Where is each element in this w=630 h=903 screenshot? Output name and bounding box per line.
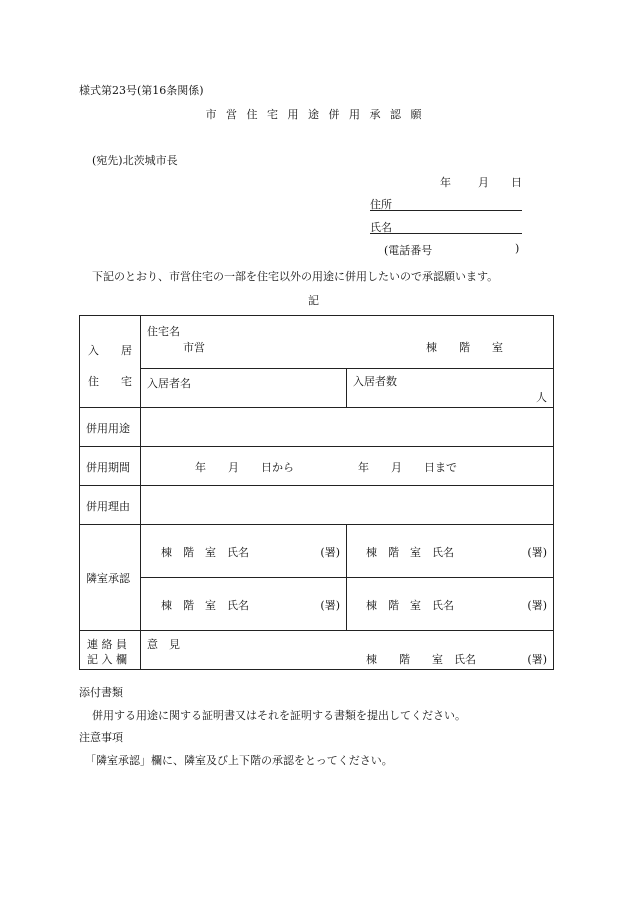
- addressee: (宛先)北茨城市長: [92, 154, 178, 167]
- liaison-sign-label: 棟 階 室 氏名: [366, 653, 476, 666]
- reason-label: 併用理由: [86, 500, 130, 513]
- housing-building-unit: 棟 階 室: [426, 341, 503, 354]
- liaison-label-line1: 連 絡 員: [87, 638, 127, 651]
- seal-mark: (署): [527, 653, 547, 666]
- liaison-label-cell: [80, 631, 141, 670]
- neighbor-sign-4[interactable]: [347, 578, 554, 631]
- period-from: 年 月 日から: [195, 461, 294, 474]
- period-label-cell: [80, 447, 141, 486]
- name-field[interactable]: [370, 219, 522, 234]
- resident-label-line1: 入 居: [88, 344, 132, 357]
- seal-mark: (署): [320, 599, 340, 612]
- use-label: 併用用途: [86, 422, 130, 435]
- period-label: 併用期間: [86, 461, 130, 474]
- neighbor-sign-3[interactable]: [141, 578, 347, 631]
- seal-mark: (署): [320, 546, 340, 559]
- neighbor-sign-label: 棟 階 室 氏名: [366, 599, 454, 612]
- resident-label-line2: 住 宅: [88, 375, 132, 388]
- date-day: 日: [511, 176, 522, 189]
- housing-name-cell[interactable]: [141, 316, 554, 369]
- seal-mark: (署): [527, 546, 547, 559]
- resident-count-cell[interactable]: [347, 369, 554, 408]
- date-month: 月: [478, 176, 489, 189]
- name-label: 氏名: [370, 221, 392, 234]
- opinion-label: 意 見: [147, 638, 180, 651]
- resident-name-cell[interactable]: [141, 369, 347, 408]
- period-field[interactable]: [141, 447, 554, 486]
- address-field[interactable]: [370, 196, 522, 211]
- address-label: 住所: [370, 198, 392, 211]
- resident-housing-label-cell: [80, 316, 141, 408]
- reason-label-cell: [80, 486, 141, 525]
- neighbor-label-cell: [80, 525, 141, 631]
- resident-name-label: 入居者名: [147, 377, 191, 390]
- liaison-label-line2: 記 入 欄: [87, 653, 127, 666]
- liaison-field[interactable]: [141, 631, 554, 670]
- intro-text: 下記のとおり、市営住宅の一部を住宅以外の用途に併用したいので承認願います。: [92, 270, 499, 283]
- housing-name-label: 住宅名: [147, 325, 180, 338]
- use-label-cell: [80, 408, 141, 447]
- attachments-text: 併用する用途に関する証明書又はそれを証明する書類を提出してください。: [92, 709, 466, 722]
- use-field[interactable]: [141, 408, 554, 447]
- neighbor-sign-1[interactable]: [141, 525, 347, 578]
- housing-city-label: 市営: [183, 341, 205, 354]
- resident-count-label: 入居者数: [353, 375, 397, 388]
- period-to: 年 月 日まで: [358, 461, 457, 474]
- neighbor-sign-label: 棟 階 室 氏名: [161, 546, 249, 559]
- notes-text: 「隣室承認」欄に、隣室及び上下階の承認をとってください。: [85, 754, 393, 767]
- ki-mark: 記: [308, 294, 319, 307]
- attachments-heading: 添付書類: [79, 686, 123, 699]
- form-number: 様式第23号(第16条関係): [79, 84, 204, 97]
- reason-field[interactable]: [141, 486, 554, 525]
- neighbor-sign-label: 棟 階 室 氏名: [161, 599, 249, 612]
- neighbor-sign-label: 棟 階 室 氏名: [366, 546, 454, 559]
- neighbor-sign-2[interactable]: [347, 525, 554, 578]
- date-year: 年: [440, 176, 451, 189]
- form-title: 市 営 住 宅 用 途 併 用 承 認 願: [205, 108, 425, 121]
- phone-close: ): [515, 242, 520, 255]
- person-unit: 人: [536, 391, 547, 404]
- seal-mark: (署): [527, 599, 547, 612]
- phone-label: (電話番号: [384, 244, 433, 257]
- notes-heading: 注意事項: [79, 731, 123, 744]
- application-table: [79, 315, 554, 670]
- neighbor-label: 隣室承認: [86, 572, 130, 585]
